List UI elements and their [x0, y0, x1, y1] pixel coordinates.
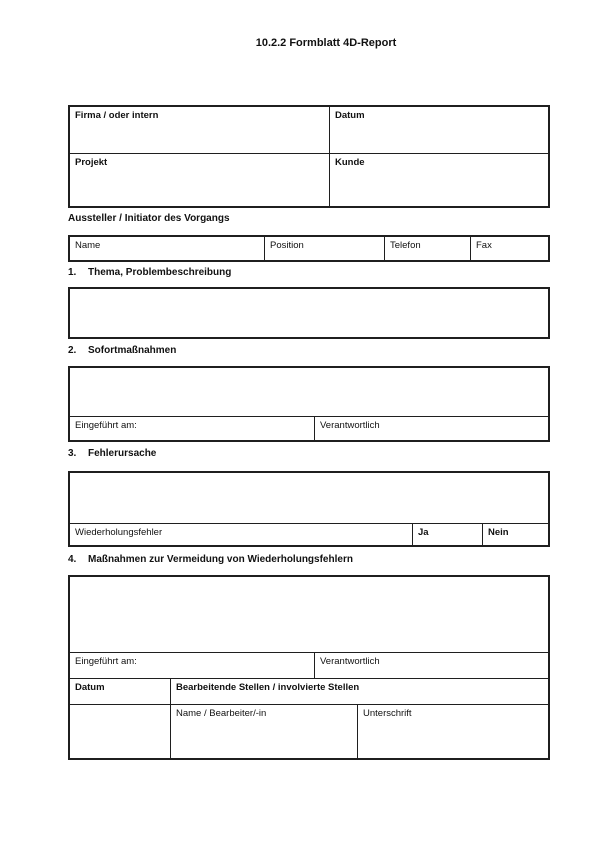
section3-heading: [68, 447, 550, 460]
section4-heading: [68, 553, 550, 566]
field-position[interactable]: [265, 237, 385, 260]
input-area-massnahmen[interactable]: [70, 577, 548, 653]
input-area-sofortmassnahmen[interactable]: [70, 368, 548, 417]
field-name-bearbeiter[interactable]: [171, 705, 358, 758]
input-area-problembeschreibung[interactable]: [70, 289, 548, 337]
section3-number: 3.: [68, 448, 77, 459]
s4-verantwortlich-label: Verantwortlich: [320, 656, 380, 667]
section3-table: [68, 471, 550, 547]
aussteller-table: [68, 235, 550, 262]
input-area-datum[interactable]: [70, 705, 171, 758]
section4-title: Maßnahmen zur Vermeidung von Wiederholungsfehlern: [88, 554, 353, 565]
datum-label: Datum: [335, 110, 365, 121]
firma-label: Firma / oder intern: [75, 110, 159, 121]
section3-title: Fehlerursache: [88, 448, 157, 459]
s4-eingefuehrt-label: Eingeführt am:: [75, 656, 137, 667]
section1-heading: [68, 266, 550, 279]
footer-datum-label: Datum: [75, 682, 105, 693]
kunde-label: Kunde: [335, 157, 365, 168]
checkbox-area-nein[interactable]: [483, 524, 548, 545]
section4-number: 4.: [68, 554, 77, 565]
field-s2-eingefuehrt[interactable]: [70, 417, 315, 440]
field-datum[interactable]: [330, 107, 548, 154]
ja-label: Ja: [418, 527, 429, 538]
field-s4-eingefuehrt[interactable]: [70, 653, 315, 679]
nein-label: Nein: [488, 527, 509, 538]
input-area-fehlerursache[interactable]: [70, 473, 548, 524]
field-kunde[interactable]: [330, 154, 548, 206]
field-s4-verantwortlich[interactable]: [315, 653, 548, 679]
s2-eingefuehrt-label: Eingeführt am:: [75, 420, 137, 431]
form-content: [68, 105, 550, 760]
section1-table: [68, 287, 550, 339]
section4-table: [68, 575, 550, 760]
field-fax[interactable]: [471, 237, 548, 260]
checkbox-area-ja[interactable]: [413, 524, 483, 545]
footer-datum-header: [70, 679, 171, 705]
position-label: Position: [270, 240, 304, 251]
section2-number: 2.: [68, 345, 77, 356]
section2-title: Sofortmaßnahmen: [88, 345, 177, 356]
field-projekt[interactable]: [70, 154, 330, 206]
section2-heading: [68, 344, 550, 357]
field-firma[interactable]: [70, 107, 330, 154]
fax-label: Fax: [476, 240, 492, 251]
section2-table: [68, 366, 550, 442]
field-telefon[interactable]: [385, 237, 471, 260]
name-bearbeiter-label: Name / Bearbeiter/-in: [176, 708, 267, 719]
header-info-table: [68, 105, 550, 208]
s2-verantwortlich-label: Verantwortlich: [320, 420, 380, 431]
telefon-label: Telefon: [390, 240, 421, 251]
aussteller-heading: Aussteller / Initiator des Vorgangs: [68, 213, 230, 224]
field-s2-verantwortlich[interactable]: [315, 417, 548, 440]
wiederholungsfehler-label: Wiederholungsfehler: [75, 527, 163, 538]
page-title: 10.2.2 Formblatt 4D-Report: [255, 37, 397, 49]
section1-number: 1.: [68, 267, 77, 278]
projekt-label: Projekt: [75, 157, 108, 168]
footer-bearbeitende-label: Bearbeitende Stellen / involvierte Stellen: [176, 682, 360, 693]
section1-title: Thema, Problembeschreibung: [88, 267, 232, 278]
name-label: Name: [75, 240, 101, 251]
unterschrift-label: Unterschrift: [363, 708, 412, 719]
field-wiederholungsfehler: [70, 524, 413, 545]
field-name[interactable]: [70, 237, 265, 260]
footer-bearbeitende-header: [171, 679, 548, 705]
field-unterschrift[interactable]: [358, 705, 548, 758]
